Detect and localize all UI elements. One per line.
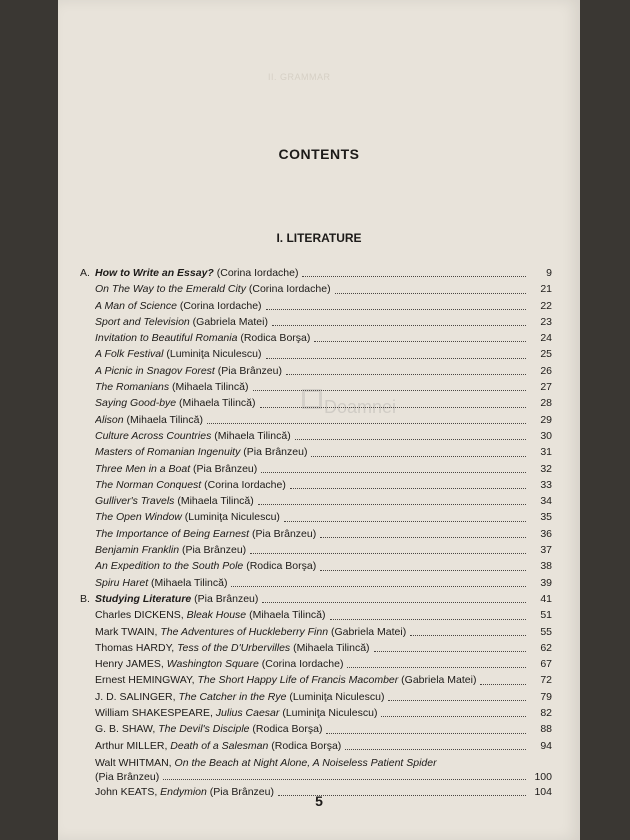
toc-page-number: 62 <box>540 641 552 654</box>
toc-entry-text <box>95 363 282 379</box>
toc-entry-text <box>95 330 310 346</box>
toc-row <box>80 607 552 623</box>
toc-work-title: Tess of the D'Urbervilles <box>177 641 291 654</box>
page-title: CONTENTS <box>278 146 360 162</box>
toc-contributor: (Mihaela Tilincă) <box>123 413 203 426</box>
toc-work-title: Bleak House <box>186 609 247 622</box>
toc-contributor: (Pia Brânzeu) <box>206 785 274 798</box>
toc-work-title: Three Men in a Boat <box>95 462 191 475</box>
toc-entry-text <box>95 738 341 754</box>
toc-leader-dots <box>266 309 526 310</box>
toc-author: Henry JAMES, <box>95 658 167 671</box>
toc-author: Ernest HEMINGWAY, <box>95 674 198 687</box>
toc-contributor: (Mihaela Tilincă) <box>169 381 249 394</box>
toc-author: John KEATS, <box>95 785 161 798</box>
toc-work-title: Invitation to Beautiful Romania <box>95 332 238 345</box>
toc-contributor: (Luminiţa Niculescu) <box>181 511 280 524</box>
toc-leader-dots <box>410 635 526 636</box>
toc-leader-dots <box>258 504 526 505</box>
toc-contributor: (Mihaela Tilincă) <box>290 641 370 654</box>
toc-author: Arthur MILLER, <box>95 739 171 752</box>
toc-entry-text <box>95 281 331 297</box>
toc-work-title: Studying Literature <box>95 592 192 605</box>
toc-work-title: The Adventures of Huckleberry Finn <box>160 625 329 638</box>
toc-entry-text <box>95 721 322 737</box>
toc-leader-dots <box>330 619 526 620</box>
toc-work-title: Gulliver's Travels <box>95 495 175 508</box>
toc-entry-text <box>95 656 343 672</box>
toc-entry-text <box>95 379 249 395</box>
toc-author: Charles DICKENS, <box>95 609 187 622</box>
toc-work-title: The Devil's Disciple <box>158 723 250 736</box>
toc-entry-text <box>95 298 262 314</box>
toc-row <box>80 542 552 558</box>
toc-contributor: (Gabriela Matei) <box>328 625 407 638</box>
toc-work-title: A Folk Festival <box>95 348 164 361</box>
toc-leader-dots <box>314 341 526 342</box>
toc-work-title: The Norman Conquest <box>95 478 202 491</box>
toc-leader-dots <box>347 667 526 668</box>
toc-leader-dots <box>207 423 526 424</box>
toc-entry-text <box>95 640 370 656</box>
toc-entry-text <box>95 314 268 330</box>
toc-work-title: Masters of Romanian Ingenuity <box>95 446 241 459</box>
toc-leader-dots <box>320 570 526 571</box>
toc-row <box>80 379 552 395</box>
toc-page-number: 22 <box>540 299 552 312</box>
toc-page-number: 24 <box>540 332 552 345</box>
toc-row <box>80 330 552 346</box>
toc-entry-text <box>95 607 326 623</box>
toc-entry-text <box>95 558 316 574</box>
toc-section-marker: A. <box>80 267 90 279</box>
toc-row-line <box>80 756 552 770</box>
toc-work-title: A Man of Science <box>95 299 177 312</box>
toc-page-number: 29 <box>540 413 552 426</box>
toc-author: William SHAKESPEARE, <box>95 707 216 720</box>
toc-leader-dots <box>262 602 526 603</box>
toc-row <box>80 346 552 362</box>
toc-leader-dots <box>480 684 526 685</box>
toc-page-number: 41 <box>540 592 552 605</box>
toc-entry-text <box>95 461 257 477</box>
toc-contributor: (Pia Brânzeu) <box>190 462 258 475</box>
toc-page-number: 37 <box>540 544 552 557</box>
toc-work-title: The Short Happy Life of Francis Macomber <box>197 674 399 687</box>
toc-page-number: 31 <box>540 446 552 459</box>
toc-entry-text <box>95 265 298 281</box>
toc-contributor: (Corina Iordache) <box>176 299 262 312</box>
toc-leader-dots <box>272 325 526 326</box>
toc-contributor: (Luminiţa Niculescu) <box>279 707 378 720</box>
toc-contributor: (Rodica Borşa) <box>237 332 311 345</box>
watermark-text: Doamnei <box>324 397 397 417</box>
toc-contributor: (Luminiţa Niculescu) <box>286 690 385 703</box>
toc-work-title: On the Beach at Night Alone, A Noiseless Patient Spider <box>174 756 437 769</box>
toc-row <box>80 509 552 525</box>
toc-leader-dots <box>381 716 526 717</box>
toc-page-number: 26 <box>540 364 552 377</box>
toc-leader-dots <box>388 700 526 701</box>
toc-entry-text <box>95 493 254 509</box>
toc-work-title: Saying Good-bye <box>95 397 177 410</box>
toc-contributor: (Luminiţa Niculescu) <box>163 348 262 361</box>
toc-entry-text <box>95 705 377 721</box>
toc-page-number: 36 <box>540 527 552 540</box>
toc-page-number: 104 <box>534 785 552 798</box>
toc-leader-dots <box>290 488 526 489</box>
toc-entry-text <box>95 412 203 428</box>
toc-row <box>80 363 552 379</box>
toc-contributor: (Corina Iordache) <box>258 658 344 671</box>
toc-row <box>80 672 552 688</box>
toc-work-title: A Picnic in Snagov Forest <box>95 364 215 377</box>
toc-page-number: 23 <box>540 315 552 328</box>
toc-row <box>80 689 552 705</box>
toc-entry-text <box>95 395 256 411</box>
toc-work-title: How to Write an Essay? <box>95 267 214 279</box>
toc-entry-text <box>95 526 316 542</box>
toc-row <box>80 444 552 460</box>
toc-leader-dots <box>345 749 526 750</box>
toc-work-title: Endymion <box>160 785 207 798</box>
toc-contributor: (Mihaela Tilincă) <box>211 429 291 442</box>
toc-leader-dots <box>260 407 526 408</box>
toc-work-title: Washington Square <box>166 658 259 671</box>
toc-row <box>80 412 552 428</box>
toc-author: Thomas HARDY, <box>95 641 178 654</box>
toc-entry-text <box>95 672 476 688</box>
toc-page-number: 35 <box>540 511 552 524</box>
toc-contributor: (Mihaela Tilincă) <box>246 609 326 622</box>
toc-contributor: (Gabriela Matei) <box>398 674 477 687</box>
toc-contributor: (Rodica Borşa) <box>243 560 317 573</box>
toc-page-number: 34 <box>540 495 552 508</box>
toc-contributor: (Pia Brânzeu) <box>249 527 317 540</box>
toc-author: Walt WHITMAN, <box>95 756 175 769</box>
toc-leader-dots <box>374 651 526 652</box>
toc-leader-dots <box>231 586 526 587</box>
toc-row <box>80 754 552 784</box>
toc-page-number: 25 <box>540 348 552 361</box>
toc-contributor: (Corina Iordache) <box>245 283 331 296</box>
toc-page-number: 38 <box>540 560 552 573</box>
toc-page-number: 32 <box>540 462 552 475</box>
toc-work-title: The Catcher in the Rye <box>178 690 287 703</box>
toc-row <box>80 656 552 672</box>
bleed-through-header: II. GRAMMAR <box>268 72 331 82</box>
toc-page-number: 55 <box>540 625 552 638</box>
toc-leader-dots <box>250 553 526 554</box>
toc-row <box>80 395 552 411</box>
toc-row-line <box>80 770 552 784</box>
toc-section-marker: B. <box>80 592 90 605</box>
toc-author: J. D. SALINGER, <box>95 690 179 703</box>
toc-row <box>80 721 552 737</box>
toc-row <box>80 705 552 721</box>
toc-leader-dots <box>261 472 526 473</box>
toc-work-title: Culture Across Countries <box>95 429 212 442</box>
toc-leader-dots <box>302 276 526 277</box>
toc-contributor: (Rodica Borşa) <box>268 739 342 752</box>
toc-work-title: Benjamin Franklin <box>95 544 180 557</box>
toc-contributor: (Mihaela Tilincă) <box>176 397 256 410</box>
section-title: I. LITERATURE <box>276 231 362 245</box>
toc-contributor: (Mihaela Tilincă) <box>174 495 254 508</box>
toc-author: Mark TWAIN, <box>95 625 161 638</box>
toc-leader-dots <box>335 293 526 294</box>
toc-entry-text <box>95 428 291 444</box>
toc-leader-dots <box>163 779 526 780</box>
toc-work-title: An Expedition to the South Pole <box>95 560 244 573</box>
toc-page-number: 79 <box>540 690 552 703</box>
toc-contributor: (Rodica Borşa) <box>249 723 323 736</box>
toc-leader-dots <box>253 390 527 391</box>
toc-entry-text <box>95 542 246 558</box>
toc-page-number: 21 <box>540 283 552 296</box>
toc-page-number: 100 <box>534 770 552 783</box>
toc-entry-text <box>95 509 280 525</box>
toc-work-title: Julius Caesar <box>215 707 280 720</box>
toc-entry-text <box>95 575 227 591</box>
toc-author: G. B. SHAW, <box>95 723 159 736</box>
toc-work-title: Death of a Salesman <box>170 739 269 752</box>
toc-leader-dots <box>286 374 526 375</box>
toc-page-number: 88 <box>540 723 552 736</box>
toc-leader-dots <box>320 537 526 538</box>
toc-row <box>80 624 552 640</box>
toc-entry-text <box>95 624 406 640</box>
toc-row <box>80 526 552 542</box>
toc-page-number: 39 <box>540 576 552 589</box>
toc-page-number: 82 <box>540 707 552 720</box>
toc-entry-text <box>95 689 384 705</box>
toc-page-number: 27 <box>540 381 552 394</box>
toc-entry-text <box>95 444 307 460</box>
toc-contributor: (Pia Brânzeu) <box>240 446 308 459</box>
toc-row <box>80 477 552 493</box>
toc-row <box>80 640 552 656</box>
table-of-contents <box>80 265 552 800</box>
toc-row <box>80 558 552 574</box>
toc-entry-text <box>95 591 258 607</box>
toc-entry-text <box>95 477 286 493</box>
toc-page-number: 94 <box>540 739 552 752</box>
toc-work-title: Alison <box>95 413 124 426</box>
toc-page-number: 9 <box>546 267 552 279</box>
toc-row <box>80 461 552 477</box>
toc-page-number: 67 <box>540 658 552 671</box>
toc-contributor: (Corina Iordache) <box>213 267 299 279</box>
toc-contributor: (Pia Brânzeu) <box>214 364 282 377</box>
toc-page-number: 28 <box>540 397 552 410</box>
toc-row <box>80 265 552 281</box>
toc-leader-dots <box>266 358 526 359</box>
toc-contributor: (Corina Iordache) <box>201 478 286 491</box>
page-number: 5 <box>315 793 323 809</box>
toc-page-number: 72 <box>540 674 552 687</box>
toc-leader-dots <box>326 733 526 734</box>
toc-leader-dots <box>311 456 526 457</box>
book-page <box>58 0 580 840</box>
toc-work-title: The Importance of Being Earnest <box>95 527 250 540</box>
toc-row <box>80 738 552 754</box>
toc-work-title: On The Way to the Emerald City <box>95 283 246 296</box>
toc-row <box>80 281 552 297</box>
toc-page-number: 30 <box>540 429 552 442</box>
toc-page-number: 33 <box>540 478 552 491</box>
toc-row <box>80 575 552 591</box>
toc-work-title: The Open Window <box>95 511 182 524</box>
toc-page-number: 51 <box>540 609 552 622</box>
toc-contributor: (Mihaela Tilincă) <box>148 576 228 589</box>
toc-contributor: (Pia Brânzeu) <box>95 770 160 783</box>
toc-contributor: (Pia Brânzeu) <box>179 544 247 557</box>
toc-leader-dots <box>284 521 526 522</box>
toc-contributor: (Gabriela Matei) <box>189 315 268 328</box>
toc-leader-dots <box>295 439 526 440</box>
toc-work-title: Sport and Television <box>95 315 190 328</box>
toc-row <box>80 314 552 330</box>
toc-row <box>80 493 552 509</box>
toc-row <box>80 298 552 314</box>
toc-row <box>80 428 552 444</box>
toc-entry-text <box>95 346 262 362</box>
toc-work-title: Spiru Haret <box>95 576 149 589</box>
toc-contributor: (Pia Brânzeu) <box>191 592 259 605</box>
toc-row <box>80 591 552 607</box>
toc-work-title: The Romanians <box>95 381 170 394</box>
